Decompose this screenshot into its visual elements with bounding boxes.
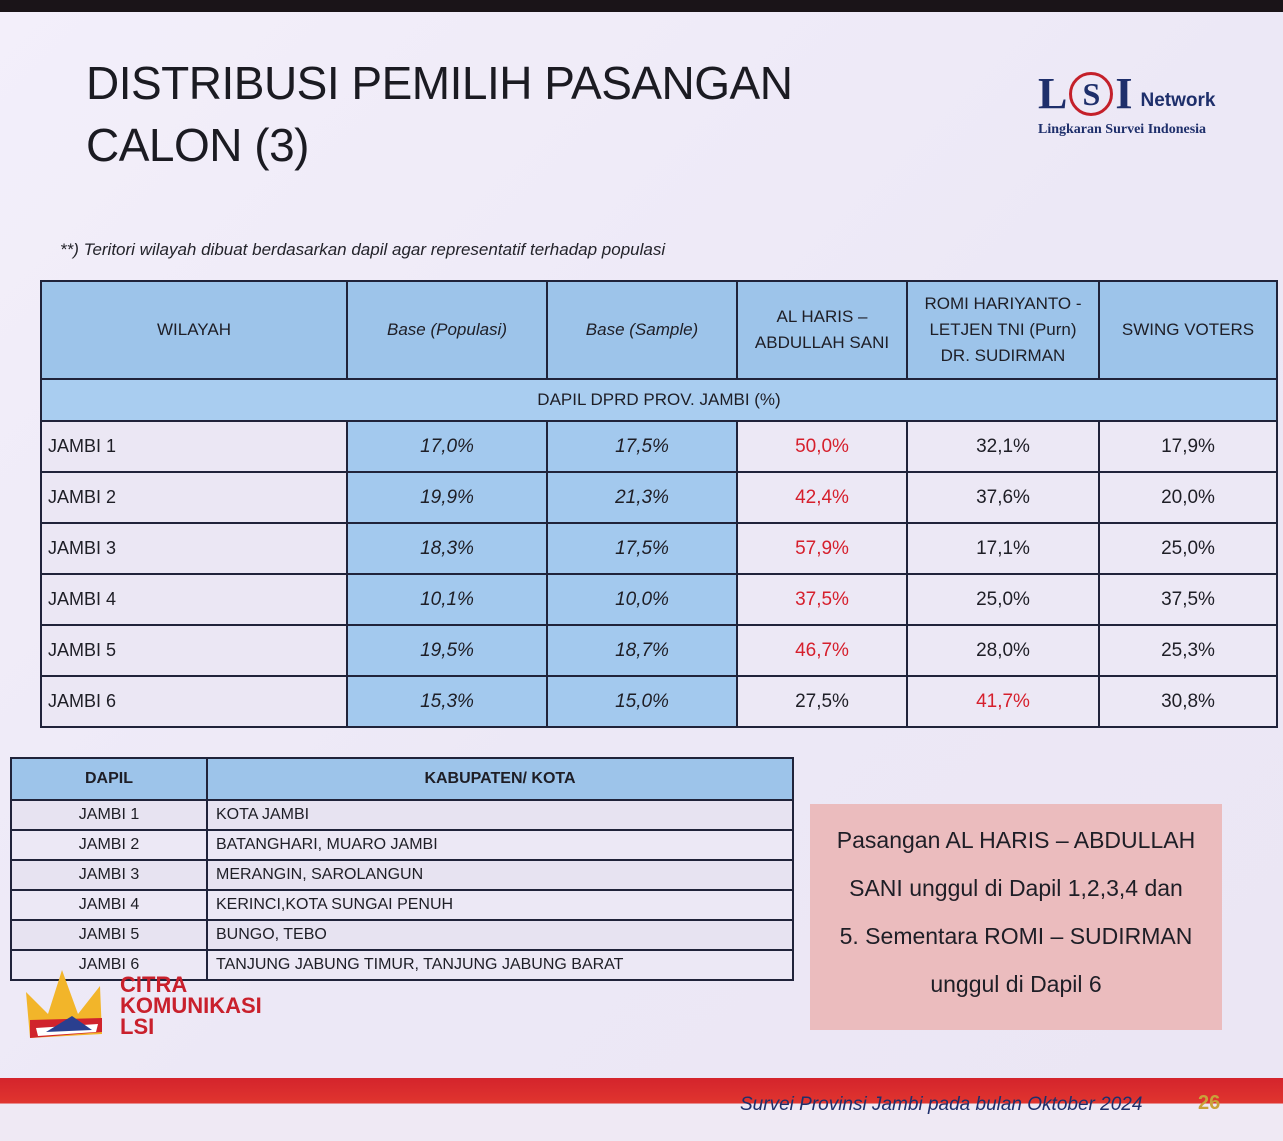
cell-al-haris: 37,5% — [737, 574, 907, 625]
cell-al-haris: 50,0% — [737, 421, 907, 472]
cell-swing: 25,3% — [1099, 625, 1277, 676]
table-row — [41, 625, 1277, 676]
page-number: 26 — [1198, 1092, 1221, 1114]
header-base-sample: Base (Sample) — [547, 281, 737, 379]
cell-base-sample: 17,5% — [547, 421, 737, 472]
logo-letter-l: L — [1038, 69, 1068, 118]
logo-circle-s: S — [1069, 72, 1113, 116]
title-line-2: CALON (3) — [86, 119, 309, 171]
cell-base-populasi: 15,3% — [347, 676, 547, 727]
table-header-row — [41, 281, 1277, 379]
title-line-1: DISTRIBUSI PEMILIH PASANGAN — [86, 57, 793, 109]
cell-wilayah: JAMBI 4 — [41, 574, 347, 625]
cell-romi: 17,1% — [907, 523, 1099, 574]
logo-network-text: Network — [1140, 90, 1216, 111]
cell-base-populasi: 19,5% — [347, 625, 547, 676]
header-wilayah: WILAYAH — [41, 281, 347, 379]
cell-swing: 25,0% — [1099, 523, 1277, 574]
citra-komunikasi-logo — [22, 962, 292, 1062]
callout-line-4: unggul di Dapil 6 — [930, 971, 1102, 997]
footer-text: Survei Provinsi Jambi pada bulan Oktober 2024 — [740, 1094, 1143, 1115]
header-swing-voters: SWING VOTERS — [1099, 281, 1277, 379]
callout-line-3: 5. Sementara ROMI – SUDIRMAN — [839, 923, 1193, 949]
cell-al-haris: 57,9% — [737, 523, 907, 574]
callout-line-1: Pasangan AL HARIS – ABDULLAH — [836, 827, 1196, 853]
cell-base-populasi: 17,0% — [347, 421, 547, 472]
cell-dapil: JAMBI 4 — [11, 890, 207, 920]
cell-base-sample: 15,0% — [547, 676, 737, 727]
cell-wilayah: JAMBI 5 — [41, 625, 347, 676]
cell-wilayah: JAMBI 6 — [41, 676, 347, 727]
cell-base-sample: 10,0% — [547, 574, 737, 625]
cell-dapil: JAMBI 5 — [11, 920, 207, 950]
crown-icon — [22, 962, 118, 1052]
cell-al-haris: 27,5% — [737, 676, 907, 727]
cell-swing: 17,9% — [1099, 421, 1277, 472]
cell-romi: 32,1% — [907, 421, 1099, 472]
dapil-row — [11, 800, 793, 830]
cell-base-populasi: 18,3% — [347, 523, 547, 574]
brand-line-1: CITRA — [120, 972, 188, 997]
cell-base-sample: 18,7% — [547, 625, 737, 676]
page-title — [86, 52, 793, 176]
brand-line-2: KOMUNIKASI — [120, 993, 262, 1018]
cell-kota: BUNGO, TEBO — [207, 920, 793, 950]
cell-kota: TANJUNG JABUNG TIMUR, TANJUNG JABUNG BARAT — [207, 950, 793, 980]
cell-kota: KOTA JAMBI — [207, 800, 793, 830]
dapil-table — [10, 757, 794, 981]
dapil-row — [11, 860, 793, 890]
table-row — [41, 523, 1277, 574]
cell-al-haris: 46,7% — [737, 625, 907, 676]
header-base-populasi: Base (Populasi) — [347, 281, 547, 379]
header-romi: ROMI HARIYANTO - LETJEN TNI (Purn) DR. SUDIRMAN — [907, 281, 1099, 379]
table-row — [41, 421, 1277, 472]
dapil-row — [11, 920, 793, 950]
cell-swing: 30,8% — [1099, 676, 1277, 727]
cell-romi: 41,7% — [907, 676, 1099, 727]
cell-base-sample: 17,5% — [547, 523, 737, 574]
cell-dapil: JAMBI 3 — [11, 860, 207, 890]
distribution-table — [40, 280, 1278, 728]
table-row — [41, 676, 1277, 727]
dapil-row — [11, 890, 793, 920]
cell-wilayah: JAMBI 1 — [41, 421, 347, 472]
logo-mark — [1038, 70, 1238, 118]
cell-romi: 25,0% — [907, 574, 1099, 625]
lsi-network-logo — [1038, 70, 1238, 160]
cell-swing: 20,0% — [1099, 472, 1277, 523]
cell-kota: MERANGIN, SAROLANGUN — [207, 860, 793, 890]
cell-base-populasi: 10,1% — [347, 574, 547, 625]
cell-base-populasi: 19,9% — [347, 472, 547, 523]
header-kabupaten-kota: KABUPATEN/ KOTA — [207, 758, 793, 800]
cell-kota: KERINCI,KOTA SUNGAI PENUH — [207, 890, 793, 920]
cell-wilayah: JAMBI 2 — [41, 472, 347, 523]
cell-base-sample: 21,3% — [547, 472, 737, 523]
logo-letter-i: I — [1115, 69, 1133, 118]
brand-text — [120, 974, 262, 1037]
table-row — [41, 574, 1277, 625]
header-al-haris: AL HARIS – ABDULLAH SANI — [737, 281, 907, 379]
cell-al-haris: 42,4% — [737, 472, 907, 523]
header-dapil: DAPIL — [11, 758, 207, 800]
table-row — [41, 472, 1277, 523]
logo-subtitle: Lingkaran Survei Indonesia — [1038, 122, 1207, 137]
cell-romi: 28,0% — [907, 625, 1099, 676]
territory-note: **) Teritori wilayah dibuat berdasarkan dapil agar representatif terhadap populasi — [60, 240, 666, 259]
section-label: DAPIL DPRD PROV. JAMBI (%) — [41, 379, 1277, 421]
cell-dapil: JAMBI 6 — [11, 950, 207, 980]
dapil-row — [11, 830, 793, 860]
callout-line-2: SANI unggul di Dapil 1,2,3,4 dan — [849, 875, 1183, 901]
slide — [0, 12, 1283, 1141]
cell-swing: 37,5% — [1099, 574, 1277, 625]
dapil-header-row — [11, 758, 793, 800]
conclusion-callout — [810, 804, 1222, 1030]
brand-line-3: LSI — [120, 1014, 155, 1039]
cell-dapil: JAMBI 1 — [11, 800, 207, 830]
cell-romi: 37,6% — [907, 472, 1099, 523]
cell-kota: BATANGHARI, MUARO JAMBI — [207, 830, 793, 860]
section-row — [41, 379, 1277, 421]
cell-wilayah: JAMBI 3 — [41, 523, 347, 574]
cell-dapil: JAMBI 2 — [11, 830, 207, 860]
